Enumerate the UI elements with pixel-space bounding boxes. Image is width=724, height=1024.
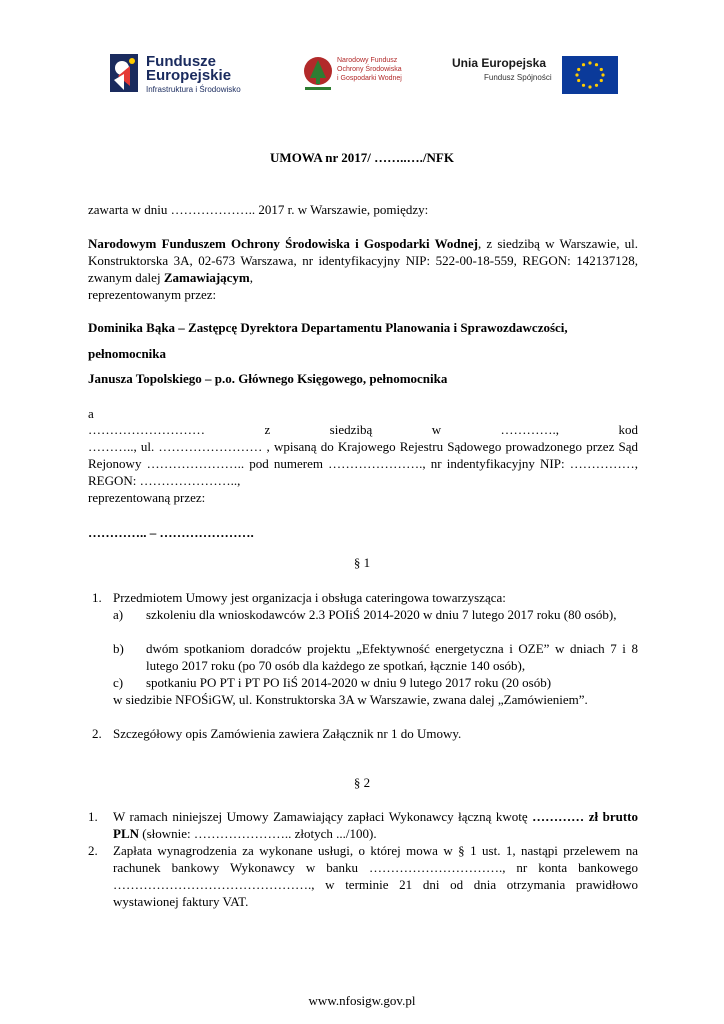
party2-represented: reprezentowaną przez:: [88, 490, 206, 505]
unia-europejska-logo: [452, 56, 552, 82]
party1-name: Narodowym Funduszem Ochrony Środowiska i Gospodarki Wodnej: [88, 236, 478, 251]
nf-line2: Ochrony Środowiska: [337, 66, 402, 73]
s1-c-text: spotkaniu PO PT i PT PO IiŚ 2014-2020 w dniu 9 lutego 2017 roku (20 osób): [146, 675, 552, 690]
s1-b-text: dwóm spotkaniom doradców projektu „Efektywność energetyczna i OZE” w dniach 7 i 8 lutego 2017 roku (po 70 osób dla każdego ze spotkań, łącznie 140 osób),: [146, 641, 638, 673]
s1-a-label: a): [113, 607, 124, 622]
s1-b-label: b): [113, 641, 124, 656]
contract-title: UMOWA nr 2017/ ……..…./NFK: [270, 150, 454, 165]
party1-role: Zamawiającym: [163, 270, 250, 285]
fundusze-europejskie-logo: [108, 52, 241, 99]
s1-place-text: w siedzibie NFOŚiGW, ul. Konstruktorska 3A w Warszawie, zwana dalej „Zamówieniem”.: [113, 692, 588, 707]
s1-item2-text: Szczegółowy opis Zamówienia zawiera Załącznik nr 1 do Umowy.: [113, 726, 462, 741]
party2-line1: ……………………… z siedzibą w …………., kod: [88, 422, 638, 437]
party2-signatory: ………….. – ………………….: [88, 525, 254, 540]
fundusze-europejskie-icon: [108, 52, 142, 94]
s1-item1-text: Przedmiotem Umowy jest organizacja i obsługa cateringowa towarzysząca:: [113, 590, 506, 605]
rep1-line1: Dominika Bąka – Zastępcę Dyrektora Departamentu Planowania i Sprawozdawczości,: [88, 320, 568, 335]
s2-item2-text: Zapłata wynagrodzenia za wykonane usługi, o której mowa w § 1 ust. 1, nastąpi przelewem na rachunek bankowy Wykonawcy w banku …………………………., nr konta bankowego ………………………………………., w terminie 21 dni od dnia otrzymania prawidłowo wystawionej faktury VAT.: [113, 843, 638, 909]
eu-flag-icon: [562, 56, 618, 94]
footer-website: www.nfosigw.gov.pl: [308, 993, 416, 1008]
fe-line3: Infrastruktura i Środowisko: [146, 85, 241, 94]
fe-line1: Fundusze: [146, 53, 216, 70]
party1-represented: reprezentowanym przez:: [88, 287, 217, 302]
s2-item1-amount: ………… zł brutto PLN: [113, 809, 638, 841]
fe-line2: Europejskie: [146, 67, 232, 84]
s1-c-label: c): [113, 675, 124, 690]
tree-emblem-icon: [302, 54, 334, 94]
party1-paragraph: [88, 235, 638, 286]
party2-details: ……….., ul. …………………… , wpisaną do Krajowego Rejestru Sądowego prowadzonego przez Sąd Rejonowy ………………….. pod numerem …………………., nr indentyfikacyjny NIP: ……………, REGON: …………………..,: [88, 439, 638, 488]
s2-item1-number: 1.: [88, 809, 98, 824]
section1-heading: § 1: [353, 555, 371, 570]
rep1-line2: pełnomocnika: [88, 346, 167, 361]
s1-a-text: szkoleniu dla wnioskodawców 2.3 POIiŚ 2014-2020 w dniu 7 lutego 2017 roku (80 osób),: [146, 607, 617, 622]
nfosigw-logo: [302, 54, 402, 99]
ue-line2: Fundusz Spójności: [484, 73, 552, 82]
intro-line: zawarta w dniu ……………….. 2017 r. w Warszawie, pomiędzy:: [88, 202, 429, 217]
s2-item2-number: 2.: [88, 843, 98, 858]
s1-item2-number: 2.: [92, 726, 102, 741]
section2-heading: § 2: [353, 775, 371, 790]
party1-text1: , z siedzibą w Warszawie, ul. Konstruktorska 3A, 02-673 Warszawa, nr identyfikacyjny NIP: 522-00-18-559, REGON: 142137128, zwanym dalej: [88, 236, 638, 285]
rep2-line: Janusza Topolskiego – p.o. Głównego Księgowego, pełnomocnika: [88, 371, 448, 386]
nf-line1: Narodowy Fundusz: [337, 57, 398, 64]
party2-a: a: [88, 406, 94, 421]
s2-item1-lead: W ramach niniejszej Umowy Zamawiający zapłaci Wykonawcy łączną kwotę: [113, 809, 533, 824]
s1-item1-number: 1.: [92, 590, 102, 605]
logo-bar: [0, 52, 724, 100]
s2-item1-tail: (słownie: ………………….. złotych .../100).: [139, 826, 377, 841]
ue-line1: Unia Europejska: [452, 56, 547, 70]
s2-item1-text: [113, 808, 638, 842]
party1-text2: ,: [249, 270, 253, 285]
nf-line3: i Gospodarki Wodnej: [337, 75, 402, 82]
